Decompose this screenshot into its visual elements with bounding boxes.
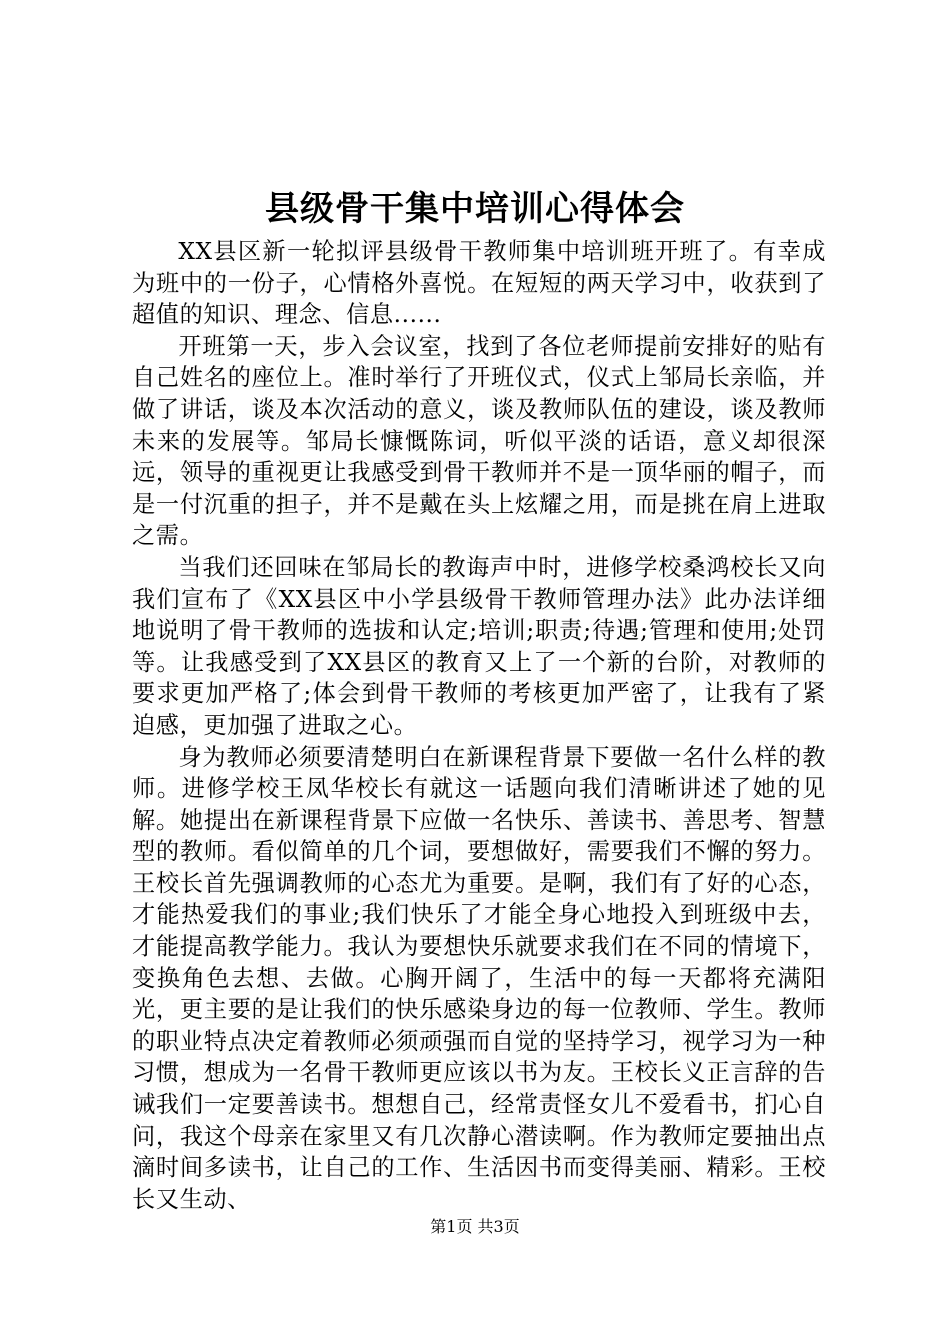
paragraph-1: XX县区新一轮拟评县级骨干教师集中培训班开班了。有幸成为班中的一份子，心情格外喜悦。在短短的两天学习中，收获到了超值的知识、理念、信息...... xyxy=(132,238,826,329)
document-body xyxy=(132,236,826,1215)
page-footer: 第1页 共3页 xyxy=(430,1217,520,1236)
paragraph-4: 身为教师必须要清楚明白在新课程背景下要做一名什么样的教师。进修学校王凤华校长有就这一话题向我们清晰讲述了她的见解。她提出在新课程背景下应做一名快乐、善读书、善思考、智慧型的教师。看似简单的几个词，要想做好，需要我们不懈的努力。王校长首先强调教师的心态尤为重要。是啊，我们有了好的心态，才能热爱我们的事业;我们快乐了才能全身心地投入到班级中去，才能提高教学能力。我认为要想快乐就要求我们在不同的情境下，变换角色去想、去做。心胸开阔了，生活中的每一天都将充满阳光，更主要的是让我们的快乐感染身边的每一位教师、学生。教师的职业特点决定着教师必须顽强而自觉的坚持学习，视学习为一种习惯，想成为一名骨干教师更应该以书为友。王校长义正言辞的告诫我们一定要善读书。想想自己，经常责怪女儿不爱看书，扪心自问，我这个母亲在家里又有几次静心潜读啊。作为教师定要抽出点滴时间多读书，让自己的工作、生活因书而变得美丽、精彩。王校长又生动、 xyxy=(132,743,826,1213)
paragraph-2: 开班第一天，步入会议室，找到了各位老师提前安排好的贴有自己姓名的座位上。准时举行了开班仪式，仪式上邹局长亲临，并做了讲话，谈及本次活动的意义，谈及教师队伍的建设，谈及教师未来的发展等。邹局长慷慨陈词，听似平淡的话语，意义却很深远，领导的重视更让我感受到骨干教师并不是一顶华丽的帽子，而是一付沉重的担子，并不是戴在头上炫耀之用，而是挑在肩上进取之需。 xyxy=(132,332,826,550)
paragraph-3: 当我们还回味在邹局长的教诲声中时，进修学校桑鸿校长又向我们宣布了《XX县区中小学县级骨干教师管理办法》此办法详细地说明了骨干教师的选拔和认定;培训;职责;待遇;管理和使用;处罚等。让我感受到了XX县区的教育又上了一个新的台阶，对教师的要求更加严格了;体会到骨干教师的考核更加严密了，让我有了紧迫感，更加强了进取之心。 xyxy=(132,553,826,739)
page-title: 县级骨干集中培训心得体会 xyxy=(265,189,685,229)
